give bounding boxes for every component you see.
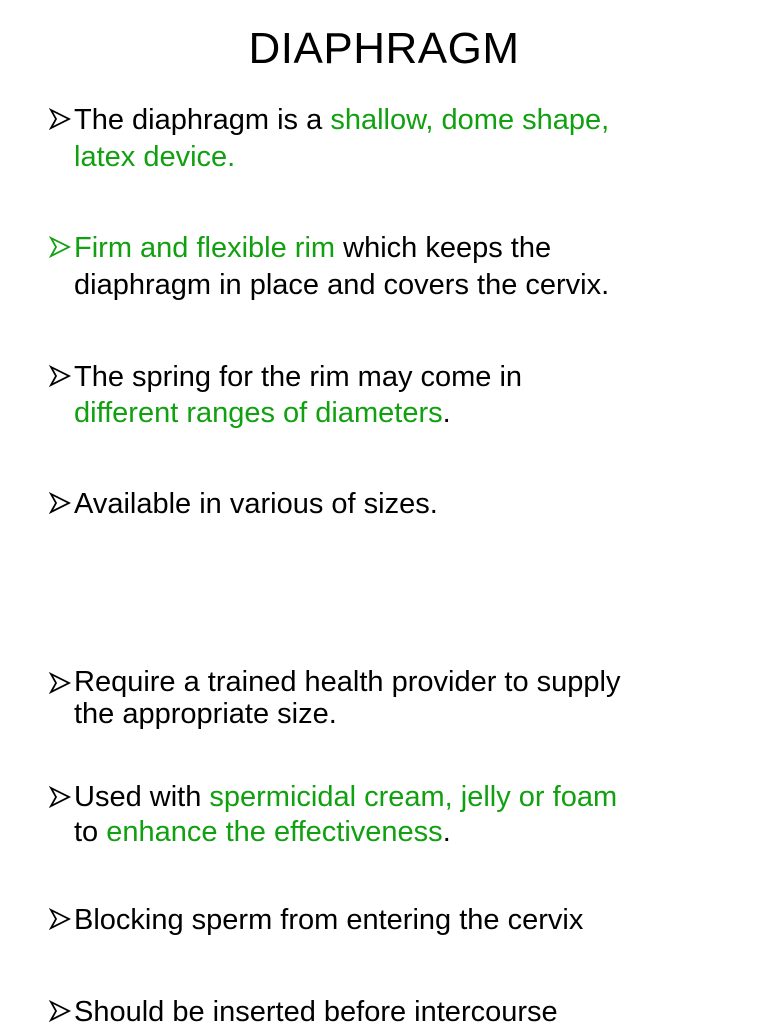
bullet-line [48,267,728,304]
slide-title: DIAPHRAGM [248,24,520,73]
arrow-bullet-icon [48,666,74,700]
bullet-text: which keeps the [335,232,552,264]
arrow-bullet-icon [48,486,74,520]
bullet-line [48,698,728,730]
bullet-line [48,902,728,938]
bullet-line [48,139,728,176]
bullet-line [48,359,728,395]
bullet-line [48,994,728,1030]
highlighted-text: spermicidal cream, jelly or foam [209,781,618,813]
bullet-line [48,780,728,815]
bullet-line [48,395,728,431]
bullet-text: The diaphragm is a [74,104,331,136]
bullet-line [48,486,728,522]
bullet-item [48,102,728,176]
arrow-bullet-icon [48,994,74,1028]
bullet-text: to [74,816,107,848]
bullet-item [48,359,728,431]
bullet-text: Used with [74,781,210,813]
bullet-text: the appropriate size. [74,698,337,730]
bullet-text: Available in various of sizes. [74,488,438,520]
bullet-line [48,666,728,698]
bullet-text: . [442,816,451,848]
arrow-bullet-icon [48,902,74,936]
bullet-text: The spring for the rim may come in [74,361,523,393]
arrow-bullet-icon [48,102,74,136]
arrow-bullet-icon [48,230,74,264]
bullet-item [48,666,728,730]
highlighted-text: Firm and flexible rim [74,232,336,264]
bullet-line [48,815,728,850]
highlighted-text: different ranges of diameters [74,397,443,429]
bullet-item [48,230,728,304]
arrow-bullet-icon [48,359,74,393]
highlighted-text: latex device. [74,141,236,173]
highlighted-text: shallow, dome shape, [330,104,610,136]
bullet-line [48,230,728,267]
bullet-text: . [442,397,451,429]
bullet-text: diaphragm in place and covers the cervix. [74,269,610,301]
bullet-line [48,102,728,139]
bullet-item [48,902,728,938]
bullet-text: Require a trained health provider to supply [74,666,621,698]
bullet-item [48,994,728,1030]
arrow-bullet-icon [48,780,74,814]
bullet-text: Should be inserted before intercourse [74,996,558,1028]
highlighted-text: enhance the effectiveness [106,816,443,848]
bullet-item [48,486,728,522]
bullet-text: Blocking sperm from entering the cervix [74,904,584,936]
bullet-item [48,780,728,850]
